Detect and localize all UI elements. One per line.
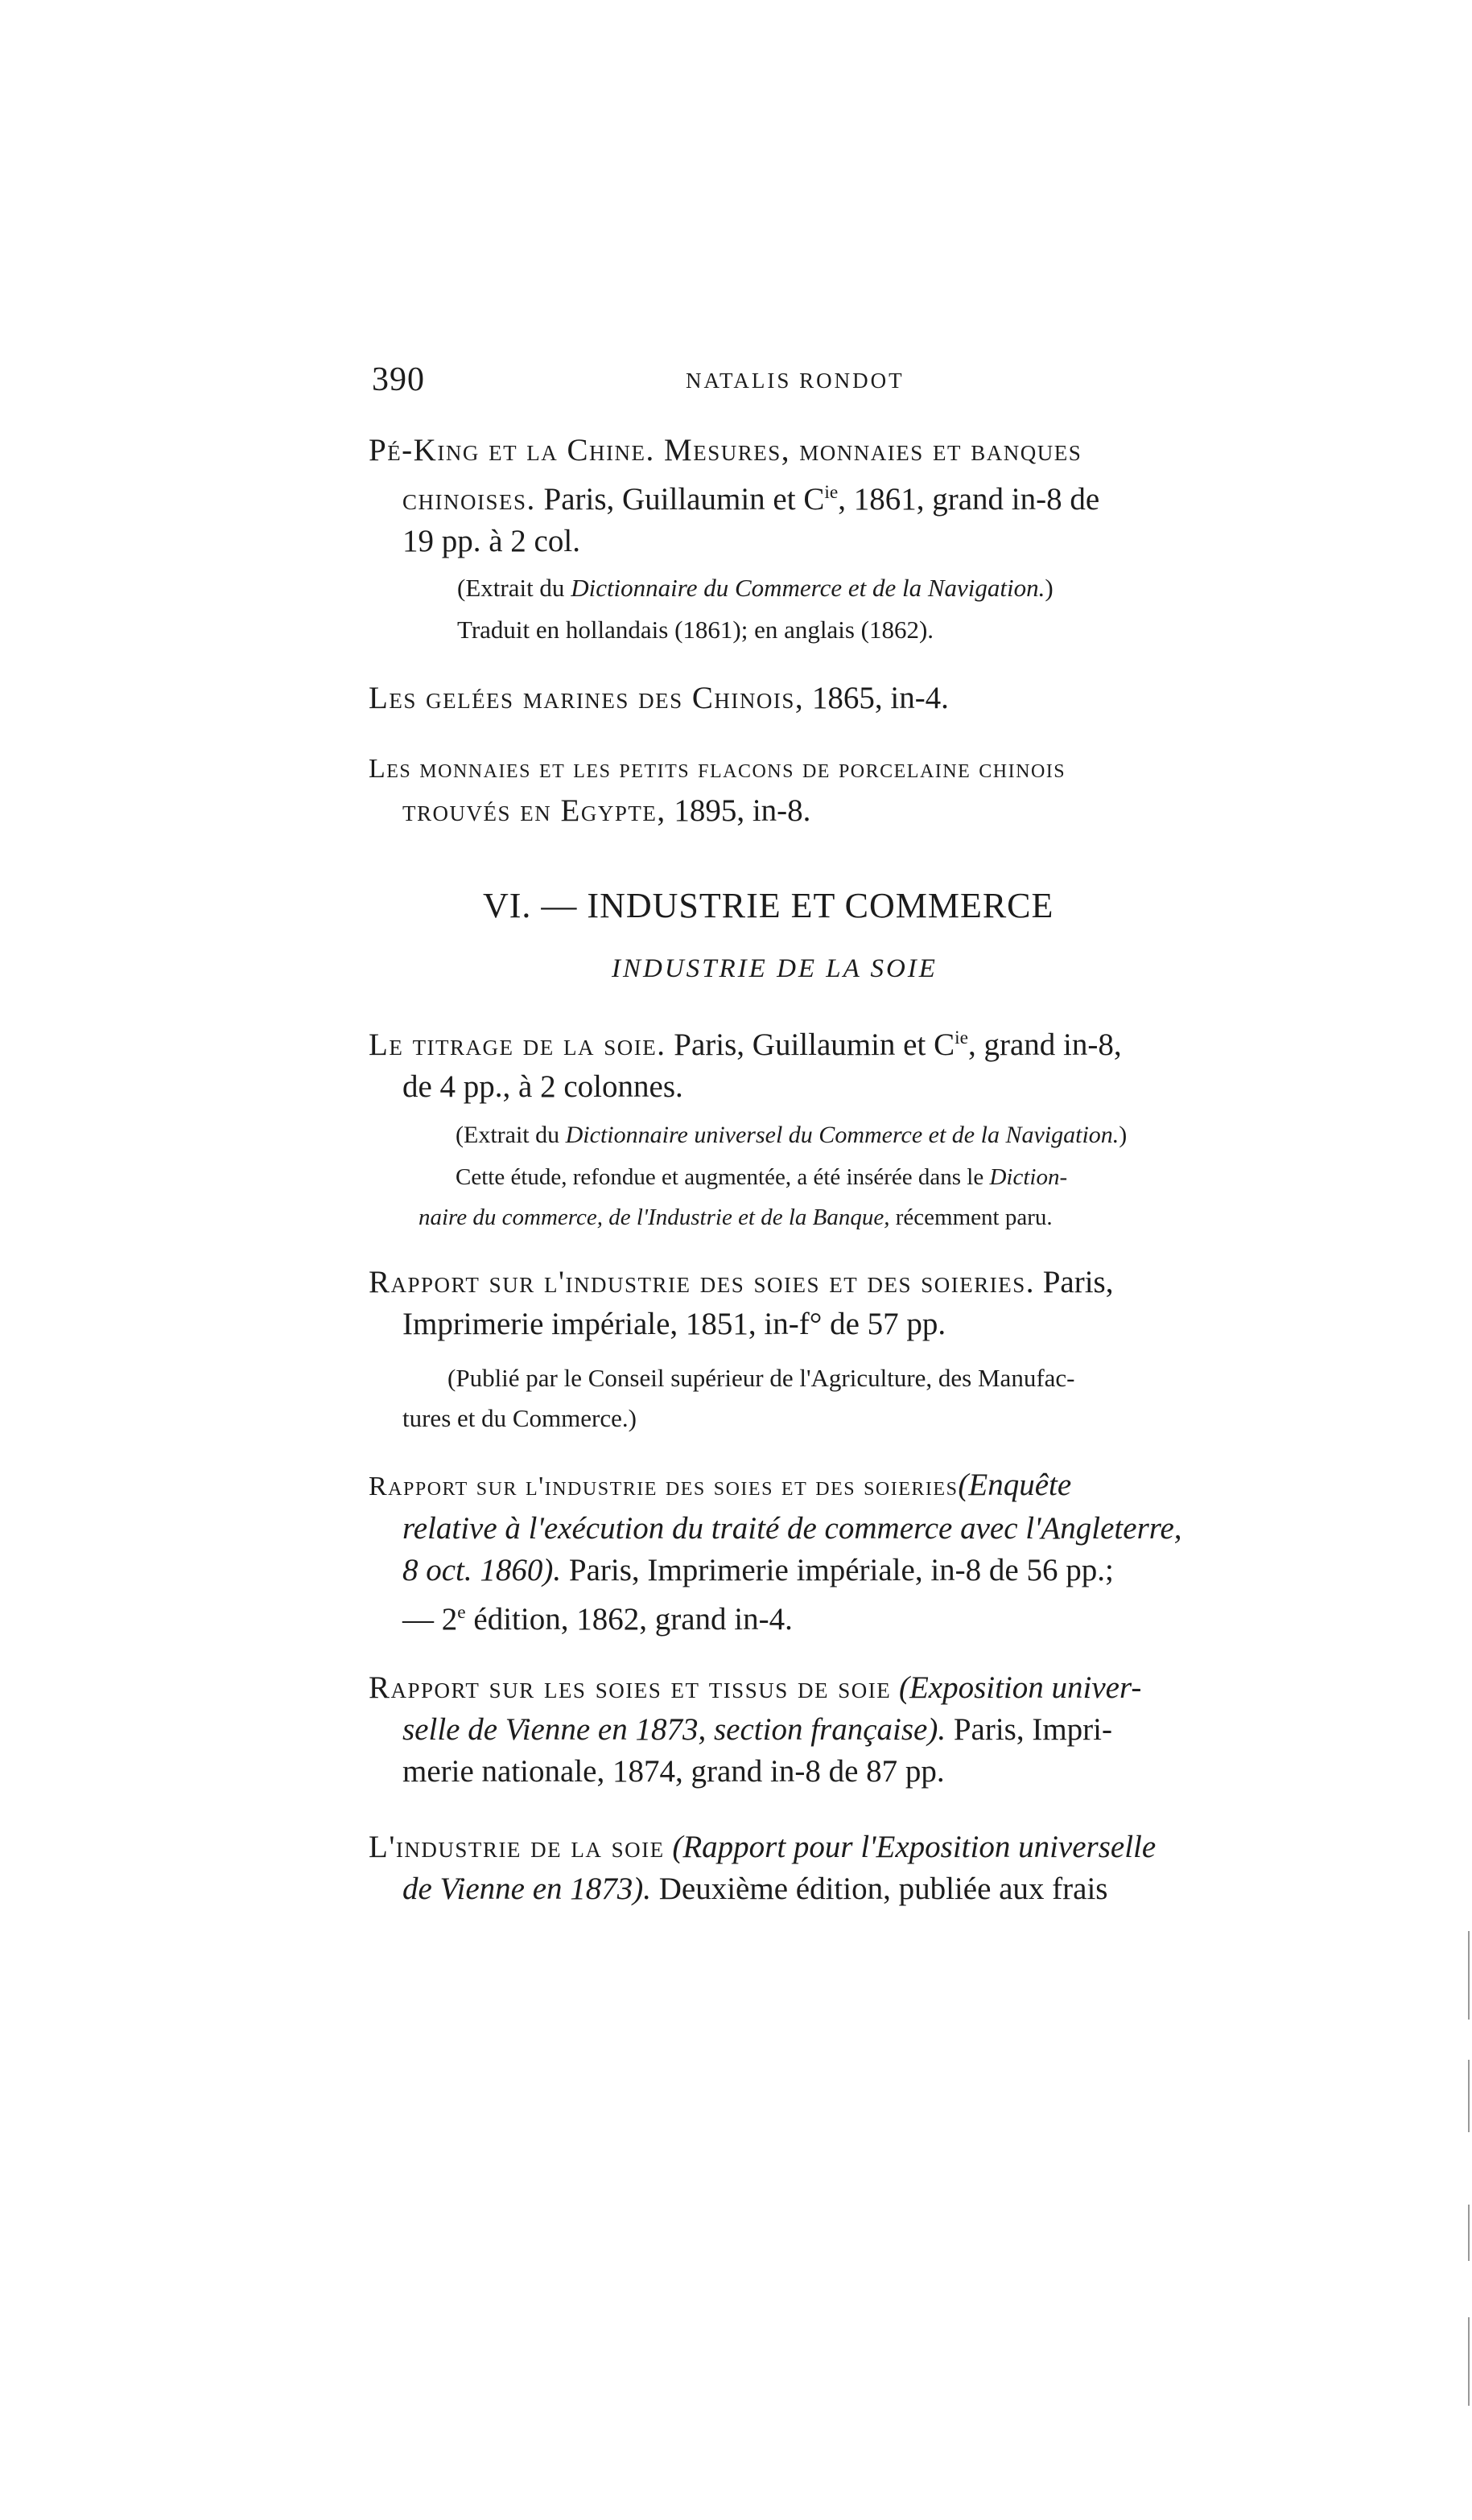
entry-line: de 4 pp., à 2 colonnes. — [402, 1069, 683, 1104]
entry-line — [369, 1017, 1242, 1066]
bibliography-entry — [369, 1826, 1242, 1910]
superscript: ie — [824, 482, 839, 503]
entry-line: 19 pp. à 2 col. — [402, 524, 580, 558]
scan-mark — [1468, 2060, 1470, 2132]
entry-note: Cette étude, refondue et augmentée, a été insérée dans le Diction- — [456, 1164, 1068, 1190]
entry-title-part: trouvés en Egypte, — [402, 793, 666, 828]
bibliography-entry — [369, 1262, 1242, 1345]
bibliography-entry — [369, 677, 1242, 719]
entry-line — [369, 471, 1242, 521]
section-title: VI. — INDUSTRIE ET COMMERCE — [483, 886, 1054, 925]
entry-italic: de Vienne en 1873). — [402, 1871, 651, 1906]
entry-text: Paris, Imprimerie impériale, in-8 de 56 pp.; — [561, 1553, 1114, 1587]
entry-title-part: Rapport sur l'industrie des soies et des soieries — [369, 1472, 959, 1501]
entry-text: , 1861, grand in-8 de — [838, 482, 1100, 517]
scan-mark — [1468, 2205, 1470, 2261]
entry-text: Paris, Guillaumin et C — [666, 1027, 955, 1062]
entry-line — [369, 1464, 1242, 1508]
entry-line — [369, 677, 1242, 719]
entry-line — [369, 790, 1242, 832]
entry-line: — 2e édition, 1862, grand in-4. — [402, 1602, 793, 1637]
bibliography-entry — [369, 748, 1242, 832]
entry-italic: (Rapport pour l'Exposition universelle — [664, 1830, 1157, 1864]
page-number: 390 — [372, 361, 425, 398]
scan-mark — [1468, 1931, 1470, 2020]
entry-note: (Extrait du Dictionnaire universel du Commerce et de la Navigation.) — [456, 1122, 1128, 1148]
bibliography-entry — [369, 1667, 1242, 1793]
entry-text: 1865, in-4. — [804, 681, 949, 715]
entry-line: Imprimerie impériale, 1851, in-f° de 57 pp. — [402, 1307, 946, 1341]
entry-italic: (Enquête — [958, 1468, 1072, 1502]
entry-text: 1895, in-8. — [666, 793, 811, 828]
entry-text: Paris, — [1034, 1265, 1114, 1299]
entry-note: (Publié par le Conseil supérieur de l'Agriculture, des Manufac- — [447, 1364, 1075, 1392]
entry-italic: selle de Vienne en 1873, section française). — [402, 1712, 946, 1747]
entry-note: Traduit en hollandais (1861); en anglais (1862). — [457, 616, 934, 644]
entry-note: (Extrait du Dictionnaire du Commerce et de la Navigation.) — [457, 574, 1053, 602]
entry-title-part: chinoises. — [402, 482, 536, 517]
entry-text: , grand in-8, — [967, 1027, 1122, 1062]
entry-text: Deuxième édition, publiée aux frais — [651, 1871, 1108, 1906]
bibliography-entry — [369, 430, 1242, 562]
entry-title-line: Pé-King et la Chine. Mesures, monnaies et banques — [369, 433, 1082, 467]
entry-title-part: Rapport sur les soies et tissus de soie — [369, 1670, 892, 1705]
entry-line — [369, 1667, 1242, 1709]
entry-text: Paris, Guillaumin et C — [535, 482, 825, 517]
entry-title-part: Le titrage de la soie. — [369, 1027, 666, 1062]
entry-italic: 8 oct. 1860). — [402, 1553, 562, 1587]
entry-italic-line: relative à l'exécution du traité de commerce avec l'Angleterre, — [402, 1511, 1182, 1546]
entry-line — [369, 1550, 1242, 1591]
entry-note: naire du commerce, de l'Industrie et de la Banque, récemment paru. — [419, 1204, 1053, 1230]
running-head — [372, 360, 1241, 406]
entry-title-part: L'industrie de la soie — [369, 1830, 665, 1864]
bibliography-entry — [369, 1464, 1242, 1641]
superscript: e — [457, 1602, 466, 1623]
entry-line — [369, 1826, 1242, 1868]
entry-italic: (Exposition univer- — [891, 1670, 1142, 1705]
entry-line — [369, 1868, 1242, 1910]
entry-line — [369, 1709, 1242, 1751]
section-subtitle: INDUSTRIE DE LA SOIE — [612, 954, 938, 983]
entry-title-line: Les monnaies et les petits flacons de porcelaine chinois — [369, 754, 1066, 784]
bibliography-entry — [369, 1017, 1242, 1108]
superscript: ie — [955, 1027, 968, 1048]
running-head-author: NATALIS RONDOT — [686, 369, 905, 393]
entry-note: tures et du Commerce.) — [402, 1404, 637, 1432]
entry-title-part: Les gelées marines des Chinois, — [369, 681, 805, 715]
entry-title-part: Rapport sur l'industrie des soies et des soieries. — [369, 1265, 1035, 1299]
entry-line: merie nationale, 1874, grand in-8 de 87 pp. — [402, 1754, 945, 1789]
scan-mark — [1468, 2317, 1470, 2406]
entry-text: Paris, Impri- — [946, 1712, 1112, 1747]
entry-line — [369, 1262, 1242, 1303]
